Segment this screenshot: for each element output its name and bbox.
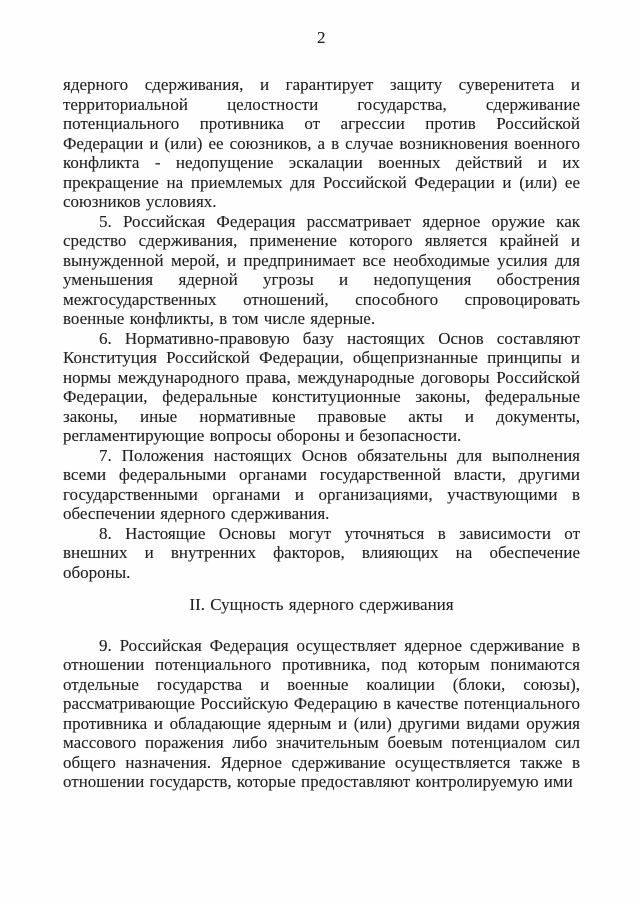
paragraph-7: 7. Положения настоящих Основ обязательны для выполнения всеми федеральными органами государственной власти, другими государственными органами и организациями, участвующими в обеспечении ядерного сдерживания. — [63, 445, 580, 523]
page-number: 2 — [317, 28, 326, 47]
paragraph-8: 8. Настоящие Основы могут уточняться в зависимости от внешних и внутренних факторов, влияющих на обеспечение обороны. — [63, 523, 580, 582]
paragraph-continuation: ядерного сдерживания, и гарантирует защиту суверенитета и территориальной целостности государства, сдерживание потенциального противника от агрессии против Российской Федерации и (или) ее союзников, а в случае возникновения военного конфликта - недопущение эскалации военных действий и их прекращение на приемлемых для Российской Федерации и (или) ее союзников условиях. — [63, 75, 580, 211]
paragraph-5: 5. Российская Федерация рассматривает ядерное оружие как средство сдерживания, применение которого является крайней и вынужденной мерой, и предпринимает все необходимые усилия для уменьшения ядерной угрозы и недопущения обострения межгосударственных отношений, способного спровоцировать военные конфликты, в том числе ядерные. — [63, 211, 580, 328]
paragraph-9: 9. Российская Федерация осуществляет ядерное сдерживание в отношении потенциального противника, под которым понимаются отдельные государства и военные коалиции (блоки, союзы), рассматривающие Российскую Федерацию в качестве потенциального противника и обладающие ядерным и (или) другими видами оружия массового поражения либо значительным боевым потенциалом сил общего назначения. Ядерное сдерживание осуществляется также в отношении государств, которые предоставляют контролируемую ими — [63, 635, 580, 791]
paragraph-6: 6. Нормативно-правовую базу настоящих Основ составляют Конституция Российской Федерации, общепризнанные принципы и нормы международного права, международные договоры Российской Федерации, федеральные конституционные законы, федеральные законы, иные нормативные правовые акты и документы, регламентирующие вопросы обороны и безопасности. — [63, 328, 580, 445]
section-heading: II. Сущность ядерного сдерживания — [189, 595, 454, 614]
